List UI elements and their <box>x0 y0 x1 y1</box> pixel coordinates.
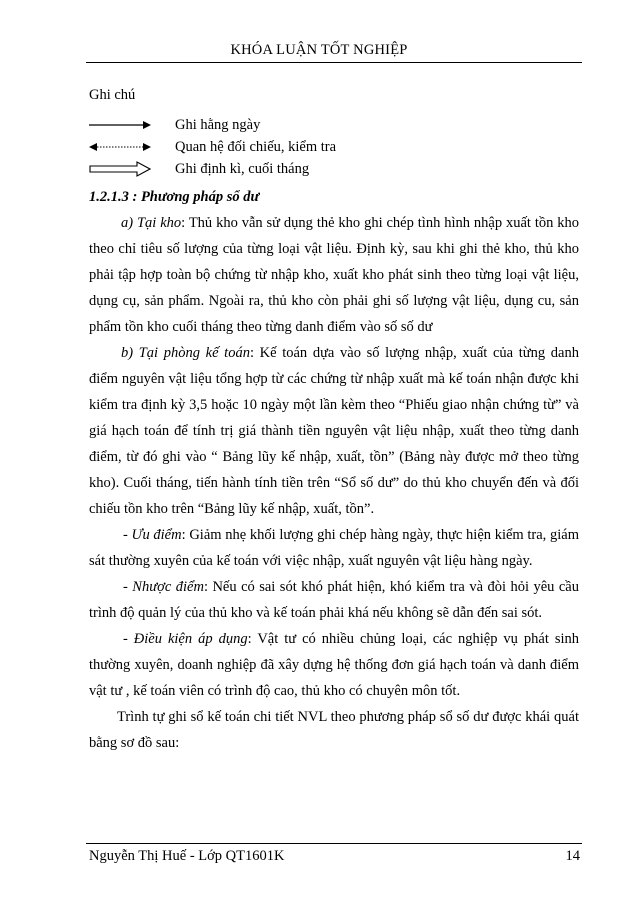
legend-title: Ghi chú <box>89 87 136 103</box>
paragraph-text: : Giảm nhẹ khối lượng ghi chép hàng ngày, thực hiện kiểm tra, giám sát thường xuyên của kế toán với việc nhập, xuất nguyên vật liệu hàng ngày. <box>89 527 579 569</box>
paragraph-accounting <box>89 340 579 522</box>
header-rule <box>86 62 582 63</box>
paragraph-lead: - Ưu điểm <box>123 527 182 543</box>
page-number: 14 <box>565 848 580 864</box>
page-content <box>89 82 579 756</box>
solid-arrow-icon <box>89 117 151 133</box>
paragraph-text: : Thủ kho vẫn sử dụng thẻ kho ghi chép tình hình nhập xuất tồn kho theo chỉ tiêu số lượng của từng loại vật liệu. Định kỳ, sau khi ghi thẻ kho, thủ kho phải tập hợp toàn bộ chứng từ nhập kho, xuất kho phát sinh theo từng loại vật liệu, dụng cụ, sản phẩm. Ngoài ra, thủ kho còn phải ghi số lượng vật liệu, dụng cu, sản phẩm tồn kho cuối tháng theo từng danh điểm vào số số dư <box>89 215 579 335</box>
paragraph-text: : Vật tư có nhiều chủng loại, các nghiệp vụ phát sinh thường xuyên, doanh nghiệp đã xây dựng hệ thống đơn giá hạch toán và danh điểm vật tư , kế toán viên có trình độ cao, thủ kho có chuyên môn tốt. <box>89 631 580 699</box>
paragraph-lead: - Nhược điểm <box>123 579 204 595</box>
dotted-double-arrow-icon <box>89 139 151 155</box>
paragraph-lead: b) Tại phòng kế toán <box>121 345 250 361</box>
legend-label-periodic: Ghi định kì, cuối tháng <box>175 161 310 177</box>
legend-item-periodic <box>89 158 579 180</box>
footer-author: Nguyễn Thị Huế - Lớp QT1601K <box>89 848 285 864</box>
paragraph-procedure: Trình tự ghi sổ kế toán chi tiết NVL theo phương pháp sổ số dư được khái quát bằng sơ đồ sau: <box>89 709 579 751</box>
paragraph-disadvantages <box>89 574 579 626</box>
paragraph-advantages <box>89 522 579 574</box>
legend-label-daily: Ghi hằng ngày <box>175 117 261 133</box>
section-heading: 1.2.1.3 : Phương pháp sổ dư <box>89 189 260 205</box>
legend-item-crosscheck <box>89 136 579 158</box>
paragraph-lead: a) Tại kho <box>121 215 182 231</box>
footer-rule <box>86 843 582 844</box>
legend-item-daily <box>89 114 579 136</box>
paragraph-lead: - Điều kiện áp dụng <box>123 631 248 647</box>
paragraph-conditions <box>89 626 579 704</box>
hollow-arrow-icon <box>89 161 151 177</box>
legend-label-crosscheck: Quan hệ đối chiếu, kiểm tra <box>175 139 337 155</box>
paragraph-text: : Kế toán dựa vào số lượng nhập, xuất của từng danh điểm nguyên vật liệu tổng hợp từ các chứng từ nhập xuất mà kế toán nhận được khi kiểm tra định kỳ 3,5 hoặc 10 ngày một lần kèm theo “Phiếu giao nhận chứng từ” và giá hạch toán để tính trị giá thành tiền nguyên vật liệu nhập, xuất theo từng danh điểm, từ đó ghi vào “ Bảng lũy kế nhập, xuất, tồn” (Bảng này được mở theo từng kho). Cuối tháng, tiến hành tính tiền trên “Sổ số dư” do thủ kho chuyển đến và đối chiếu tồn kho trên “Bảng lũy kế nhập, xuất, tồn”. <box>89 345 579 517</box>
paragraph-warehouse <box>89 210 579 340</box>
header-title: KHÓA LUẬN TỐT NGHIỆP <box>230 42 408 58</box>
paragraph-text: : Nếu có sai sót khó phát hiện, khó kiểm tra và đòi hỏi yêu cầu trình độ quản lý của thủ kho và kế toán phải khá nếu không sẽ dẫn đến sai sót. <box>89 579 579 621</box>
